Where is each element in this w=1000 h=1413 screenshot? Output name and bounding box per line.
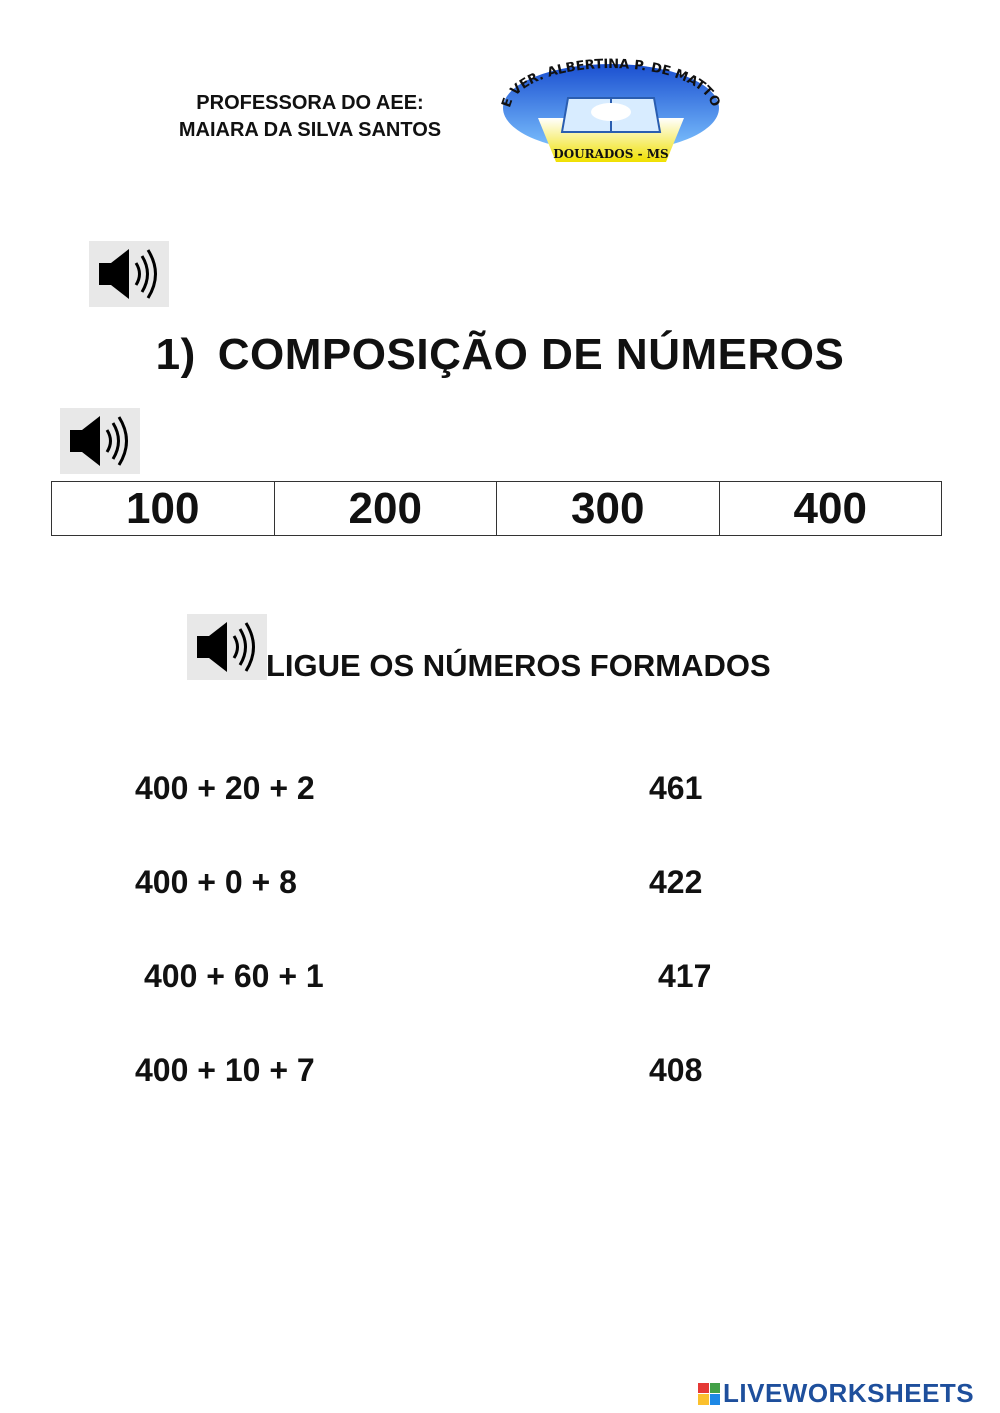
hundreds-table [51,481,942,536]
table-cell: 400 [719,482,942,536]
table-cell: 200 [274,482,497,536]
liveworksheets-brand [698,1378,974,1409]
table-cell: 300 [497,482,720,536]
liveworksheets-logo-icon [698,1383,720,1405]
school-logo [498,58,724,166]
number-right[interactable]: 417 [658,958,712,994]
teacher-name: MAIARA DA SILVA SANTOS [178,119,442,141]
number-right[interactable]: 408 [649,1052,703,1088]
teacher-role: PROFESSORA DO AEE: [196,92,424,114]
speaker-icon[interactable] [187,614,267,680]
brand-name: LIVEWORKSHEETS [723,1378,975,1408]
number-right[interactable]: 422 [649,864,703,900]
expression-left[interactable]: 400 + 0 + 8 [135,864,297,900]
expression-left[interactable]: 400 + 20 + 2 [135,770,315,806]
expression-left[interactable]: 400 + 60 + 1 [144,958,324,994]
number-right[interactable]: 461 [649,770,703,806]
instruction-text: LIGUE OS NÚMEROS FORMADOS [266,648,771,683]
logo-text-bottom: DOURADOS - MS [553,147,669,161]
expression-left[interactable]: 400 + 10 + 7 [135,1052,315,1088]
teacher-header [120,90,500,144]
table-row [52,482,942,536]
speaker-icon[interactable] [60,408,140,474]
table-cell: 100 [52,482,275,536]
speaker-icon[interactable] [89,241,169,307]
section-title [0,330,1000,380]
section-number: 1) [155,330,196,379]
logo-text-top: E VER. ALBERTINA P. DE MATTO [499,58,723,110]
section-title-text: COMPOSIÇÃO DE NÚMEROS [217,330,845,379]
